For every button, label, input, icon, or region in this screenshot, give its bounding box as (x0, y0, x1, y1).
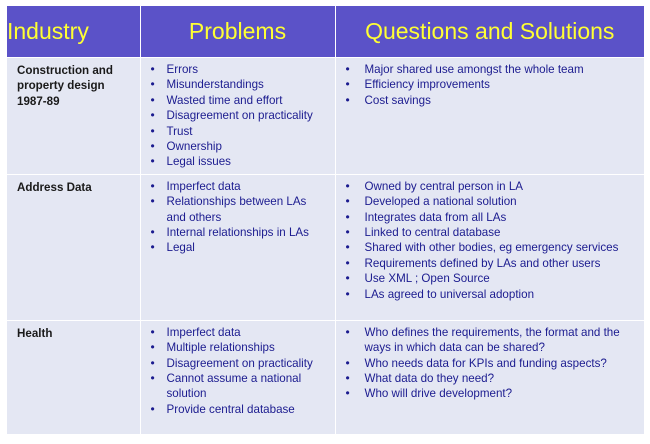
bullet-dot-icon: • (150, 371, 155, 386)
solution-item (345, 210, 639, 225)
problem-item-text: Internal relationships in LAs (166, 226, 309, 240)
problem-item-text: Wasted time and effort (166, 93, 283, 107)
solution-item (345, 356, 639, 371)
problem-item (150, 340, 329, 355)
bullet-dot-icon: • (345, 271, 350, 286)
problem-item-text: Cannot assume a national solution (166, 372, 302, 401)
bullet-dot-icon: • (345, 255, 350, 270)
problem-item-text: Misunderstandings (166, 78, 264, 92)
solution-item-text: Major shared use amongst the whole team (364, 63, 584, 76)
solution-item (345, 386, 639, 401)
solution-item-text: Who will drive development? (364, 387, 513, 401)
bullet-dot-icon: • (150, 355, 155, 370)
comparison-table (7, 6, 644, 435)
problem-item-text: Imperfect data (166, 179, 241, 193)
solutions-list (345, 325, 639, 402)
solution-item-text: Who needs data for KPIs and funding aspects? (364, 356, 607, 370)
bullet-dot-icon: • (150, 340, 155, 355)
problem-item (150, 139, 329, 154)
header-questions-solutions: Questions and Solutions (335, 6, 644, 58)
bullet-dot-icon: • (150, 139, 155, 154)
bullet-dot-icon: • (345, 209, 350, 224)
bullet-dot-icon: • (345, 225, 350, 240)
solution-item-text: Requirements defined by LAs and other users (364, 256, 601, 270)
problem-item (150, 179, 329, 194)
industry-name: Construction and property design (17, 64, 113, 93)
solution-item (345, 287, 639, 302)
problem-item-text: Provide central database (166, 402, 295, 416)
solutions-cell (335, 320, 644, 434)
solution-item-text: Integrates data from all LAs (364, 210, 507, 224)
bullet-dot-icon: • (150, 123, 155, 138)
problem-item (150, 194, 329, 225)
problem-item (150, 124, 329, 139)
problem-item-text: Errors (166, 63, 199, 76)
header-problems: Problems (140, 6, 335, 58)
solutions-list (345, 179, 639, 302)
bullet-dot-icon: • (345, 355, 350, 370)
solution-item (345, 62, 639, 77)
solution-item (345, 225, 639, 240)
problem-item-text: Ownership (166, 140, 222, 154)
problem-item-text: Trust (166, 124, 193, 138)
problems-list (150, 179, 329, 256)
solutions-cell (335, 58, 644, 175)
bullet-dot-icon: • (150, 324, 155, 339)
bullet-dot-icon: • (345, 178, 350, 193)
industry-cell (7, 174, 140, 320)
solution-item-text: Use XML ; Open Source (364, 272, 490, 286)
solution-item-text: Cost savings (364, 93, 431, 107)
solution-item (345, 179, 639, 194)
solutions-list (345, 62, 639, 108)
problem-item-text: Imperfect data (166, 325, 241, 339)
bullet-dot-icon: • (345, 62, 350, 76)
solution-item-text: Linked to central database (364, 226, 501, 240)
bullet-dot-icon: • (345, 92, 350, 107)
problem-item (150, 325, 329, 340)
problem-item (150, 154, 329, 169)
problem-item (150, 240, 329, 255)
bullet-dot-icon: • (345, 77, 350, 92)
industry-name: Health (17, 326, 53, 340)
bullet-dot-icon: • (345, 286, 350, 301)
header-industry: Industry (7, 6, 140, 58)
bullet-dot-icon: • (150, 401, 155, 416)
solution-item-text: Developed a national solution (364, 195, 517, 209)
industry-cell (7, 320, 140, 434)
industry-name: Address Data (17, 180, 92, 194)
solution-item-text: What data do they need? (364, 372, 495, 386)
bullet-dot-icon: • (345, 240, 350, 255)
problem-item (150, 356, 329, 371)
bullet-dot-icon: • (150, 154, 155, 169)
problem-item-text: Multiple relationships (166, 341, 275, 355)
bullet-dot-icon: • (150, 225, 155, 240)
problem-item-text: Disagreement on practicality (166, 356, 313, 370)
problem-item-text: Legal issues (166, 155, 231, 169)
bullet-dot-icon: • (345, 386, 350, 401)
bullet-dot-icon: • (345, 371, 350, 386)
solutions-cell (335, 174, 644, 320)
problem-item (150, 402, 329, 417)
solution-item-text: Efficiency improvements (364, 78, 490, 92)
table-body (7, 58, 644, 435)
solution-item (345, 325, 639, 356)
problems-list (150, 62, 329, 170)
industry-years: 1987-89 (17, 94, 60, 108)
bullet-dot-icon: • (150, 240, 155, 255)
problem-item-text: Relationships between LAs and others (166, 195, 307, 224)
solution-item-text: Shared with other bodies, eg emergency services (364, 241, 619, 255)
problem-item (150, 62, 329, 77)
bullet-dot-icon: • (345, 324, 350, 339)
problems-list (150, 325, 329, 417)
problem-item (150, 108, 329, 123)
industry-cell (7, 58, 140, 175)
solution-item-text: Owned by central person in LA (364, 179, 524, 193)
problem-item-text: Disagreement on practicality (166, 109, 313, 123)
bullet-dot-icon: • (150, 194, 155, 209)
problem-item-text: Legal (166, 241, 195, 255)
table-row (7, 320, 644, 434)
solution-item (345, 240, 639, 255)
problem-item (150, 77, 329, 92)
problems-cell (140, 58, 335, 175)
bullet-dot-icon: • (150, 62, 155, 76)
problem-item (150, 225, 329, 240)
solution-item (345, 371, 639, 386)
bullet-dot-icon: • (150, 108, 155, 123)
header-row (7, 6, 644, 58)
problems-cell (140, 174, 335, 320)
solution-item (345, 256, 639, 271)
solution-item (345, 93, 639, 108)
table-row (7, 174, 644, 320)
solution-item-text: LAs agreed to universal adoption (364, 287, 535, 301)
solution-item-text: Who defines the requirements, the format and the ways in which data can be shared? (364, 325, 620, 355)
bullet-dot-icon: • (150, 77, 155, 92)
solution-item (345, 271, 639, 286)
problem-item (150, 371, 329, 402)
solution-item (345, 77, 639, 92)
table-row (7, 58, 644, 175)
bullet-dot-icon: • (345, 194, 350, 209)
problems-cell (140, 320, 335, 434)
solution-item (345, 194, 639, 209)
problem-item (150, 93, 329, 108)
bullet-dot-icon: • (150, 178, 155, 193)
bullet-dot-icon: • (150, 92, 155, 107)
